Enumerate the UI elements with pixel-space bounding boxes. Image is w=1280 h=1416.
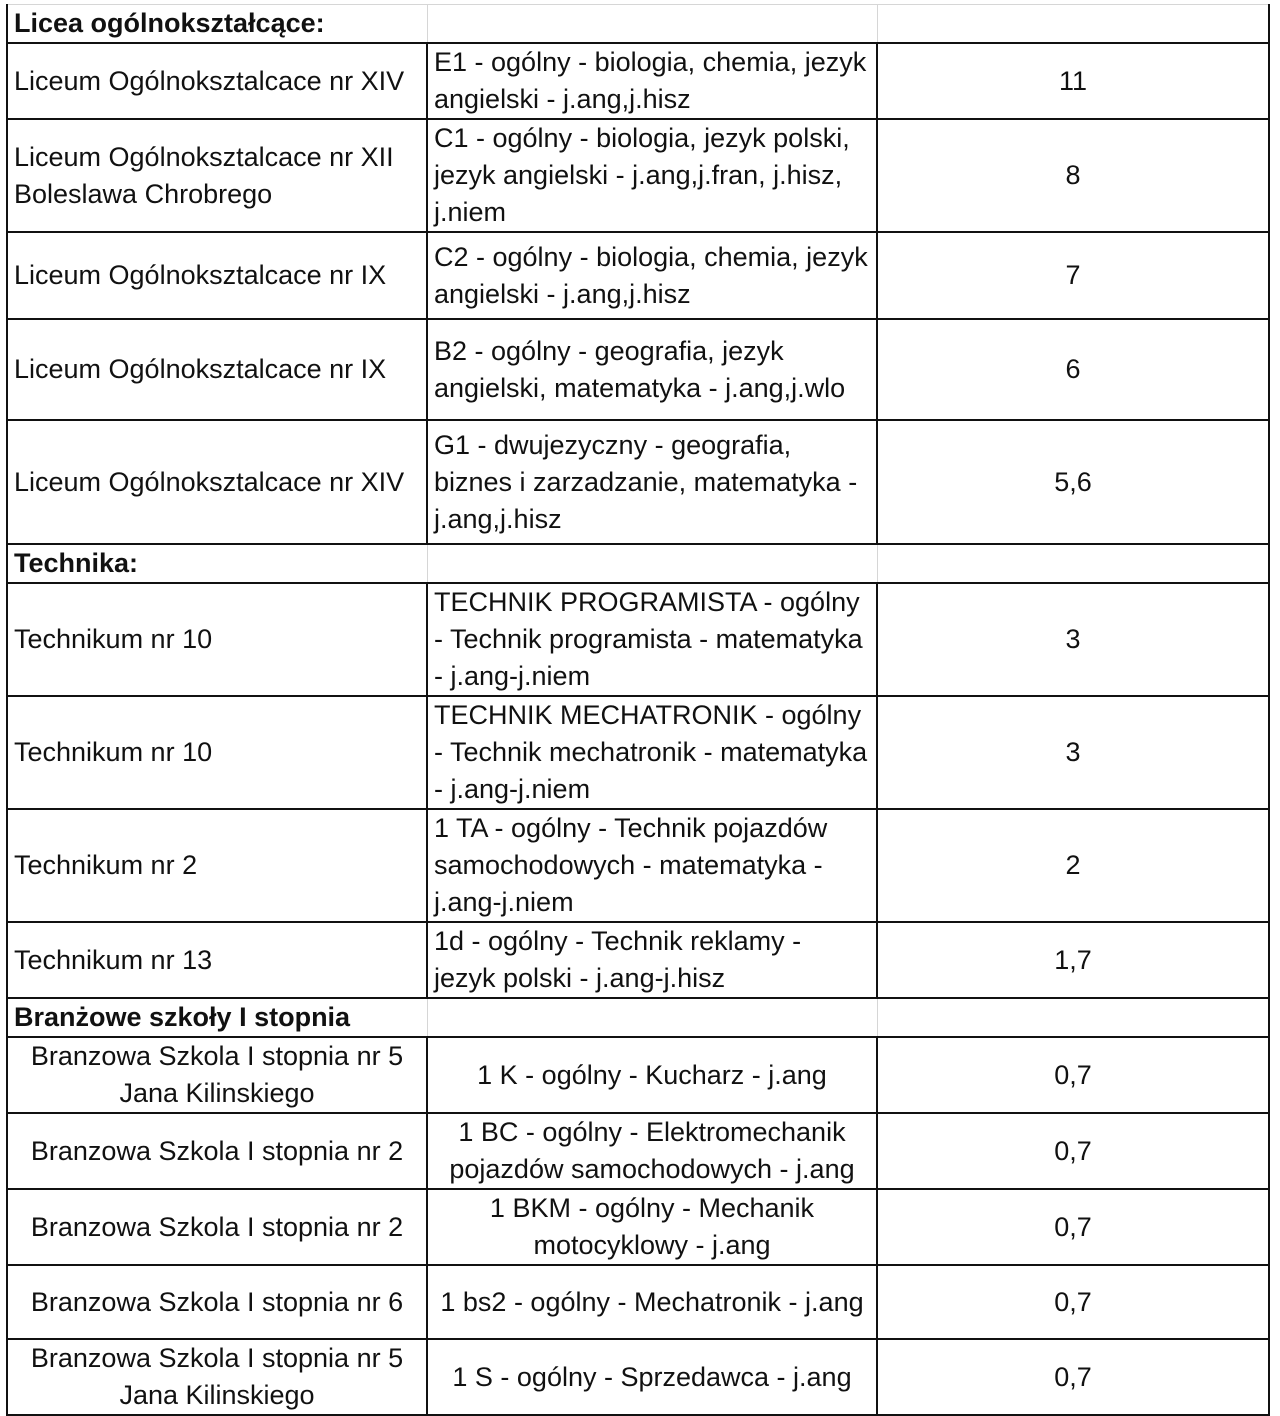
- section-header-branzowe: [7, 998, 1269, 1037]
- profile-cell: C2 - ogólny - biologia, chemia, jezyk angielski - j.ang,j.hisz: [427, 232, 877, 319]
- profile-cell: C1 - ogólny - biologia, jezyk polski, jezyk angielski - j.ang,j.fran, j.hisz, j.niem: [427, 119, 877, 232]
- profile-cell: 1 K - ogólny - Kucharz - j.ang: [427, 1037, 877, 1113]
- value-cell: 0,7: [877, 1113, 1269, 1189]
- school-cell: Technikum nr 2: [7, 809, 427, 922]
- school-cell: Liceum Ogólnoksztalcace nr IX: [7, 319, 427, 420]
- school-cell: Branzowa Szkola I stopnia nr 5 Jana Kilinskiego: [7, 1339, 427, 1415]
- school-cell: Branzowa Szkola I stopnia nr 2: [7, 1113, 427, 1189]
- profile-cell: 1 BKM - ogólny - Mechanik motocyklowy - j.ang: [427, 1189, 877, 1265]
- value-cell: 0,7: [877, 1037, 1269, 1113]
- profile-cell: TECHNIK MECHATRONIK - ogólny - Technik mechatronik - matematyka - j.ang-j.niem: [427, 696, 877, 809]
- value-cell: 6: [877, 319, 1269, 420]
- table-row: [7, 1339, 1269, 1415]
- table-row: [7, 420, 1269, 544]
- school-cell: Liceum Ogólnoksztalcace nr XIV: [7, 43, 427, 119]
- profile-cell: B2 - ogólny - geografia, jezyk angielski, matematyka - j.ang,j.wlo: [427, 319, 877, 420]
- section-header-licea: [7, 5, 1269, 44]
- value-cell: 3: [877, 583, 1269, 696]
- school-cell: Liceum Ogólnoksztalcace nr IX: [7, 232, 427, 319]
- value-cell: 1,7: [877, 922, 1269, 998]
- table-row: [7, 696, 1269, 809]
- profile-cell: TECHNIK PROGRAMISTA - ogólny - Technik programista - matematyka - j.ang-j.niem: [427, 583, 877, 696]
- school-cell: Branzowa Szkola I stopnia nr 2: [7, 1189, 427, 1265]
- section-title: Technika:: [7, 544, 427, 583]
- table-row: [7, 1037, 1269, 1113]
- profile-cell: 1 S - ogólny - Sprzedawca - j.ang: [427, 1339, 877, 1415]
- empty-cell: [877, 998, 1269, 1037]
- empty-cell: [877, 544, 1269, 583]
- schools-table: [6, 4, 1270, 1416]
- profile-cell: 1d - ogólny - Technik reklamy - jezyk polski - j.ang-j.hisz: [427, 922, 877, 998]
- table-row: [7, 319, 1269, 420]
- empty-cell: [877, 5, 1269, 44]
- empty-cell: [427, 998, 877, 1037]
- section-header-technika: [7, 544, 1269, 583]
- value-cell: 8: [877, 119, 1269, 232]
- empty-cell: [427, 5, 877, 44]
- school-cell: Technikum nr 13: [7, 922, 427, 998]
- profile-cell: 1 TA - ogólny - Technik pojazdów samochodowych - matematyka - j.ang-j.niem: [427, 809, 877, 922]
- school-cell: Technikum nr 10: [7, 583, 427, 696]
- value-cell: 5,6: [877, 420, 1269, 544]
- table-row: [7, 232, 1269, 319]
- school-cell: Liceum Ogólnoksztalcace nr XIV: [7, 420, 427, 544]
- school-cell: Technikum nr 10: [7, 696, 427, 809]
- table-row: [7, 119, 1269, 232]
- school-cell: Liceum Ogólnoksztalcace nr XII Boleslawa Chrobrego: [7, 119, 427, 232]
- value-cell: 2: [877, 809, 1269, 922]
- profile-cell: 1 BC - ogólny - Elektromechanik pojazdów samochodowych - j.ang: [427, 1113, 877, 1189]
- table-row: [7, 43, 1269, 119]
- table-row: [7, 1113, 1269, 1189]
- table-body: [7, 5, 1269, 1416]
- value-cell: 3: [877, 696, 1269, 809]
- table-row: [7, 809, 1269, 922]
- profile-cell: G1 - dwujezyczny - geografia, biznes i zarzadzanie, matematyka - j.ang,j.hisz: [427, 420, 877, 544]
- profile-cell: 1 bs2 - ogólny - Mechatronik - j.ang: [427, 1265, 877, 1339]
- profile-cell: E1 - ogólny - biologia, chemia, jezyk angielski - j.ang,j.hisz: [427, 43, 877, 119]
- section-title: Branżowe szkoły I stopnia: [7, 998, 427, 1037]
- table-row: [7, 1265, 1269, 1339]
- school-cell: Branzowa Szkola I stopnia nr 6: [7, 1265, 427, 1339]
- table-row: [7, 1189, 1269, 1265]
- value-cell: 11: [877, 43, 1269, 119]
- value-cell: 0,7: [877, 1265, 1269, 1339]
- table-row: [7, 922, 1269, 998]
- school-cell: Branzowa Szkola I stopnia nr 5 Jana Kilinskiego: [7, 1037, 427, 1113]
- table-row: [7, 583, 1269, 696]
- section-title: Licea ogólnokształcące:: [7, 5, 427, 44]
- empty-cell: [427, 544, 877, 583]
- value-cell: 7: [877, 232, 1269, 319]
- value-cell: 0,7: [877, 1339, 1269, 1415]
- value-cell: 0,7: [877, 1189, 1269, 1265]
